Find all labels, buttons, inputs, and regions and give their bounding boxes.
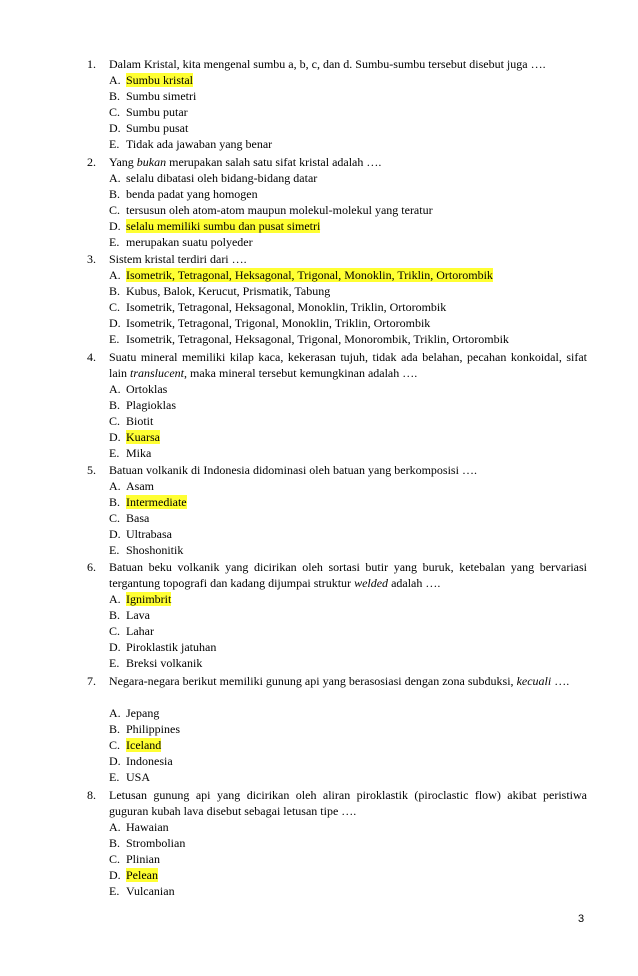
option-letter: B. <box>109 722 121 736</box>
answer-option-b <box>109 607 216 623</box>
option-text: Isometrik, Tetragonal, Heksagonal, Trigonal, Monorombik, Triklin, Ortorombik <box>126 332 509 346</box>
option-text: Lahar <box>126 624 154 638</box>
option-letter: A. <box>109 73 121 87</box>
option-letter: C. <box>109 624 121 638</box>
option-text: Strombolian <box>126 836 186 850</box>
question-stem <box>109 462 587 478</box>
answer-option-d <box>109 120 272 136</box>
option-text: selalu dibatasi oleh bidang-bidang datar <box>126 171 318 185</box>
stem-text: Yang <box>109 155 137 169</box>
question-number: 3. <box>87 252 96 266</box>
stem-text: merupakan salah satu sifat kristal adalah …. <box>166 155 382 169</box>
option-text: Asam <box>126 479 154 493</box>
option-text: Piroklastik jatuhan <box>126 640 217 654</box>
answer-option-d <box>109 315 509 331</box>
stem-text: Batuan volkanik di Indonesia didominasi oleh batuan yang berkomposisi …. <box>109 463 477 477</box>
option-letter: E. <box>109 656 120 670</box>
question-number: 5. <box>87 463 96 477</box>
option-text: Ortoklas <box>126 382 168 396</box>
option-text-highlighted: Iceland <box>126 738 162 752</box>
option-text-highlighted: Ignimbrit <box>126 592 172 606</box>
question-stem <box>109 251 587 267</box>
answer-option-b <box>109 283 509 299</box>
answer-option-c <box>109 202 433 218</box>
stem-text: Sistem kristal terdiri dari …. <box>109 252 247 266</box>
answer-option-e <box>109 445 176 461</box>
option-letter: A. <box>109 706 121 720</box>
stem-emphasis: welded <box>354 576 389 590</box>
option-text: Sumbu simetri <box>126 89 197 103</box>
option-text-highlighted: Intermediate <box>126 495 187 509</box>
option-letter: E. <box>109 332 120 346</box>
question-number: 8. <box>87 788 96 802</box>
answer-option-e <box>109 331 509 347</box>
option-text-highlighted: Pelean <box>126 868 158 882</box>
option-letter: A. <box>109 592 121 606</box>
stem-text: …. <box>551 674 570 688</box>
option-text-highlighted: selalu memiliki sumbu dan pusat simetri <box>126 219 321 233</box>
option-letter: E. <box>109 235 120 249</box>
option-letter: E. <box>109 884 120 898</box>
option-text: Shoshonitik <box>126 543 184 557</box>
option-letter: D. <box>109 121 121 135</box>
question-stem <box>109 154 587 170</box>
question-stem <box>109 787 587 819</box>
question-number: 7. <box>87 674 96 688</box>
option-text: Plagioklas <box>126 398 176 412</box>
stem-text: , maka mineral tersebut kemungkinan adalah …. <box>184 366 418 380</box>
option-letter: E. <box>109 137 120 151</box>
option-letter: E. <box>109 770 120 784</box>
answer-options <box>109 267 509 347</box>
option-letter: A. <box>109 820 121 834</box>
stem-text: Batuan beku volkanik yang dicirikan oleh sortasi butir yang buruk, ketebalan yang bervariasi tergantung topografi dan kadang dijumpai struktur <box>109 560 587 590</box>
option-letter: D. <box>109 527 121 541</box>
answer-option-c <box>109 737 180 753</box>
page-number: 3 <box>578 913 585 925</box>
option-text: Indonesia <box>126 754 173 768</box>
option-text: merupakan suatu polyeder <box>126 235 253 249</box>
answer-option-c <box>109 299 509 315</box>
option-text-highlighted: Kuarsa <box>126 430 160 444</box>
option-letter: C. <box>109 203 121 217</box>
option-letter: D. <box>109 316 121 330</box>
option-letter: C. <box>109 511 121 525</box>
answer-option-a <box>109 170 433 186</box>
stem-emphasis: bukan <box>136 155 167 169</box>
answer-option-e <box>109 542 187 558</box>
option-text: Plinian <box>126 852 161 866</box>
answer-options <box>109 72 272 152</box>
option-letter: D. <box>109 219 121 233</box>
option-letter: D. <box>109 430 121 444</box>
stem-text: Dalam Kristal, kita mengenal sumbu a, b, c, dan d. Sumbu-sumbu tersebut disebut juga …. <box>109 57 546 71</box>
answer-option-c <box>109 104 272 120</box>
option-text: Kubus, Balok, Kerucut, Prismatik, Tabung <box>126 284 331 298</box>
answer-option-c <box>109 851 185 867</box>
question-number: 6. <box>87 560 96 574</box>
answer-option-a <box>109 72 272 88</box>
option-text: Basa <box>126 511 150 525</box>
answer-option-a <box>109 705 180 721</box>
option-letter: C. <box>109 300 121 314</box>
option-text: Sumbu pusat <box>126 121 189 135</box>
answer-option-e <box>109 136 272 152</box>
option-letter: D. <box>109 754 121 768</box>
option-text: Sumbu putar <box>126 105 188 119</box>
question-number: 2. <box>87 155 96 169</box>
answer-options <box>109 705 180 785</box>
option-letter: B. <box>109 495 121 509</box>
option-text: benda padat yang homogen <box>126 187 258 201</box>
answer-options <box>109 591 216 671</box>
option-text: Lava <box>126 608 150 622</box>
option-letter: D. <box>109 868 121 882</box>
stem-text: Negara-negara berikut memiliki gunung api yang berasosiasi dengan zona subduksi, <box>109 674 517 688</box>
answer-option-e <box>109 234 433 250</box>
option-text: Ultrabasa <box>126 527 172 541</box>
answer-options <box>109 381 176 461</box>
stem-text: Suatu mineral memiliki kilap kaca, kekerasan tujuh, tidak ada belahan, pecahan konkoidal, sifat lain <box>109 350 587 380</box>
answer-option-a <box>109 381 176 397</box>
answer-option-d <box>109 218 433 234</box>
answer-option-a <box>109 591 216 607</box>
stem-emphasis: translucent <box>130 366 184 380</box>
option-text: USA <box>126 770 151 784</box>
question-stem <box>109 349 587 381</box>
option-text: tersusun oleh atom-atom maupun molekul-molekul yang teratur <box>126 203 433 217</box>
option-letter: D. <box>109 640 121 654</box>
option-text-highlighted: Isometrik, Tetragonal, Heksagonal, Trigonal, Monoklin, Triklin, Ortorombik <box>126 268 493 282</box>
option-letter: B. <box>109 398 121 412</box>
answer-option-a <box>109 478 187 494</box>
option-text: Biotit <box>126 414 154 428</box>
question-number: 1. <box>87 57 96 71</box>
answer-option-b <box>109 494 187 510</box>
option-text: Mika <box>126 446 152 460</box>
stem-text: adalah …. <box>388 576 441 590</box>
option-text: Jepang <box>126 706 160 720</box>
question-stem <box>109 56 587 72</box>
option-letter: B. <box>109 89 121 103</box>
stem-text: Letusan gunung api yang dicirikan oleh aliran piroklastik (piroclastic flow) akibat peristiwa guguran kubah lava disebut sebagai letusan tipe …. <box>109 788 587 818</box>
option-letter: A. <box>109 382 121 396</box>
option-text: Vulcanian <box>126 884 175 898</box>
answer-option-c <box>109 510 187 526</box>
option-letter: C. <box>109 852 121 866</box>
option-text: Hawaian <box>126 820 169 834</box>
option-letter: B. <box>109 836 121 850</box>
answer-option-e <box>109 769 180 785</box>
option-letter: A. <box>109 171 121 185</box>
answer-option-e <box>109 655 216 671</box>
answer-option-a <box>109 819 185 835</box>
question-stem <box>109 559 587 591</box>
option-letter: B. <box>109 284 121 298</box>
answer-option-e <box>109 883 185 899</box>
answer-option-d <box>109 526 187 542</box>
answer-option-b <box>109 88 272 104</box>
option-text: Philippines <box>126 722 181 736</box>
answer-options <box>109 819 185 899</box>
option-letter: C. <box>109 738 121 752</box>
answer-option-b <box>109 397 176 413</box>
answer-options <box>109 478 187 558</box>
question-stem <box>109 673 587 689</box>
option-text-highlighted: Sumbu kristal <box>126 73 194 87</box>
answer-options <box>109 170 433 250</box>
option-letter: E. <box>109 446 120 460</box>
option-letter: A. <box>109 479 121 493</box>
option-letter: E. <box>109 543 120 557</box>
answer-option-d <box>109 429 176 445</box>
answer-option-d <box>109 753 180 769</box>
option-letter: C. <box>109 105 121 119</box>
answer-option-d <box>109 867 185 883</box>
option-text: Tidak ada jawaban yang benar <box>126 137 273 151</box>
option-letter: B. <box>109 608 121 622</box>
option-text: Breksi volkanik <box>126 656 203 670</box>
option-letter: A. <box>109 268 121 282</box>
option-letter: C. <box>109 414 121 428</box>
answer-option-b <box>109 835 185 851</box>
answer-option-d <box>109 639 216 655</box>
option-text: Isometrik, Tetragonal, Heksagonal, Monoklin, Triklin, Ortorombik <box>126 300 447 314</box>
answer-option-c <box>109 413 176 429</box>
option-text: Isometrik, Tetragonal, Trigonal, Monoklin, Triklin, Ortorombik <box>126 316 431 330</box>
question-number: 4. <box>87 350 96 364</box>
answer-option-b <box>109 186 433 202</box>
stem-emphasis: kecuali <box>516 674 552 688</box>
answer-option-a <box>109 267 509 283</box>
answer-option-c <box>109 623 216 639</box>
answer-option-b <box>109 721 180 737</box>
option-letter: B. <box>109 187 121 201</box>
